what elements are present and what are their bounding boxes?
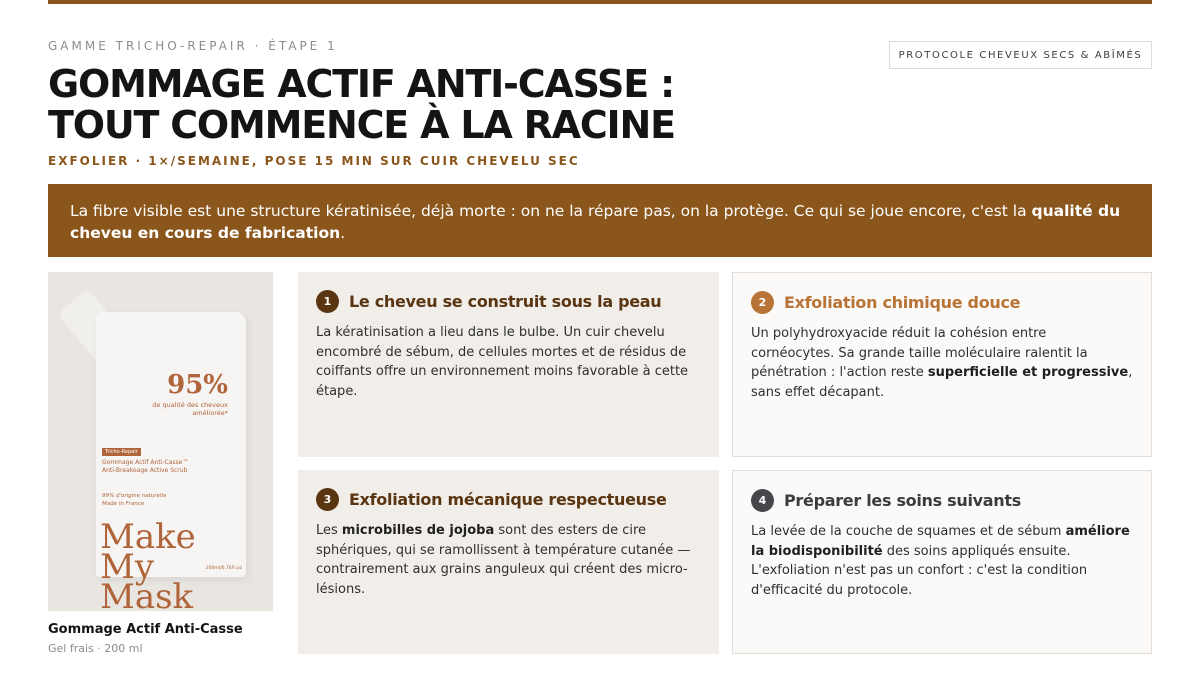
step-body-text: La levée de la couche de squames et de sébum xyxy=(751,524,1066,539)
step-body-text-end: , sans effet décapant. xyxy=(751,365,1133,400)
page-title-line-1: GOMMAGE ACTIF ANTI-CASSE : xyxy=(48,62,675,106)
step-number-badge: 1 xyxy=(316,290,339,313)
intro-banner xyxy=(48,184,1152,257)
step-body-emphasis: améliore la biodisponibilité xyxy=(751,524,1130,559)
step-card-2 xyxy=(732,272,1152,457)
step-number-badge: 4 xyxy=(751,489,774,512)
bottle-product-name-en: Anti-Breakeage Active Scrub xyxy=(102,467,188,474)
step-body-text-end: des soins appliqués ensuite. L'exfoliation n'est pas un confort : c'est la condition d'efficacité du protocole. xyxy=(751,543,1088,598)
step-card-body: La kératinisation a lieu dans le bulbe. Un cuir chevelu encombré de sébum, de cellules mortes et de résidus de coiffants offre un environnement moins favorable à cette étape. xyxy=(316,325,689,399)
brand-line-2: My xyxy=(100,547,155,587)
bottle-percent-caption: de qualité des cheveux améliorée* xyxy=(152,401,228,417)
step-number-badge: 2 xyxy=(751,291,774,314)
step-body-emphasis: superficielle et progressive xyxy=(927,365,1129,380)
page-title-line-2: TOUT COMMENCE À LA RACINE xyxy=(48,103,675,147)
page-title xyxy=(48,64,808,146)
bottle-percent: 95% xyxy=(167,370,228,400)
bottle-product-name xyxy=(102,459,188,475)
step-card-title: Le cheveu se construit sous la peau xyxy=(349,292,662,311)
bottle-volume: 200ml/6.76Fl.oz xyxy=(205,566,242,571)
banner-text-end: . xyxy=(340,224,346,242)
step-card-header xyxy=(316,488,701,511)
step-card-body xyxy=(751,324,1133,402)
step-card-title: Exfoliation mécanique respectueuse xyxy=(349,490,667,509)
step-card-body xyxy=(316,521,701,599)
step-card-4 xyxy=(732,470,1152,654)
step-card-title: Préparer les soins suivants xyxy=(784,491,1021,510)
product-image xyxy=(48,272,273,611)
brand-line-3: Mask xyxy=(100,577,194,611)
step-card-3 xyxy=(298,470,719,654)
banner-emphasis: qualité du cheveu en cours de fabrication xyxy=(70,202,1121,242)
step-body-text-end: sont des esters de cire sphériques, qui se ramollissent à température cutanée — contrairement aux grains anguleux qui créent des micro-lésions. xyxy=(316,523,691,597)
eyebrow-label: GAMME TRICHO-REPAIR · ÉTAPE 1 xyxy=(48,39,338,53)
brand-line-1: Make xyxy=(100,517,196,557)
bottle-origin xyxy=(102,492,166,508)
step-card-header xyxy=(751,489,1133,512)
product-bottle xyxy=(96,312,246,611)
bottle-origin-natural: 99% d'origine naturelle xyxy=(102,493,167,499)
step-card-body xyxy=(751,522,1133,600)
top-accent-rule xyxy=(48,0,1152,4)
protocol-badge: PROTOCOLE CHEVEUX SECS & ABÎMÉS xyxy=(889,41,1152,69)
step-number-badge: 3 xyxy=(316,488,339,511)
bottle-made-in: Made in France xyxy=(102,501,145,507)
product-name: Gommage Actif Anti-Casse xyxy=(48,622,243,637)
banner-text: La fibre visible est une structure kératinisée, déjà morte : on ne la répare pas, on la protège. Ce qui se joue encore, c'est la xyxy=(70,202,1032,220)
step-body-text: Un polyhydroxyacide réduit la cohésion entre cornéocytes. Sa grande taille moléculaire ralentit la pénétration : l'action reste xyxy=(751,326,1088,380)
step-body-emphasis: microbilles de jojoba xyxy=(341,523,495,538)
step-card-1 xyxy=(298,272,719,457)
step-card-title: Exfoliation chimique douce xyxy=(784,293,1021,312)
step-card-header xyxy=(316,290,701,313)
bottle-product-name-fr: Gommage Actif Anti-Casse™ xyxy=(102,459,189,466)
product-meta: Gel frais · 200 ml xyxy=(48,642,143,655)
bottle-brand-logo xyxy=(100,517,196,611)
page-subtitle: EXFOLIER · 1×/SEMAINE, POSE 15 MIN SUR CUIR CHEVELU SEC xyxy=(48,154,580,168)
bottle-range-tag: Tricho-Repair xyxy=(102,448,141,456)
step-body-text: Les xyxy=(316,523,342,538)
step-card-header xyxy=(751,291,1133,314)
